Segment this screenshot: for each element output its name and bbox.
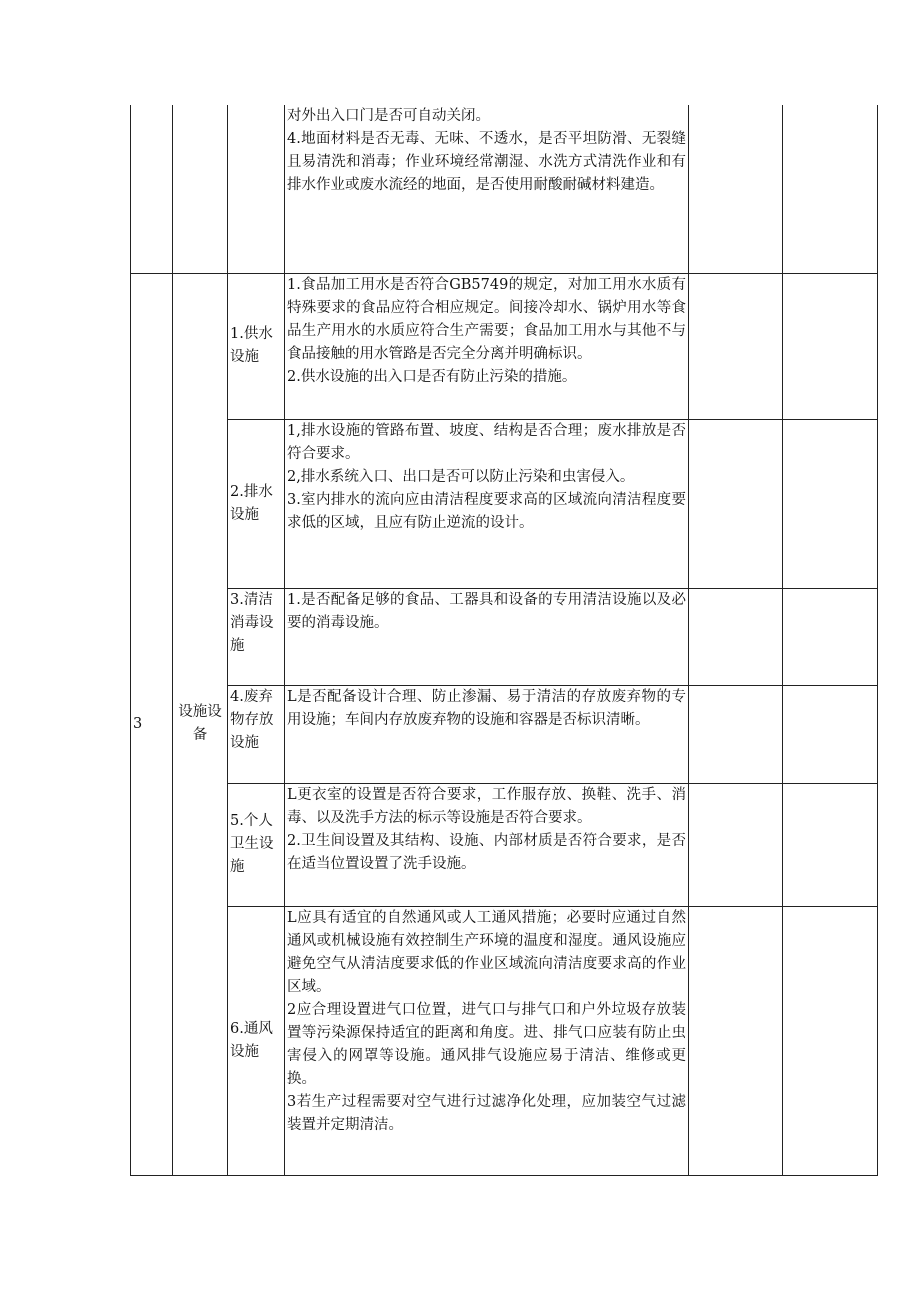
- result-cell: [689, 419, 783, 588]
- remark-cell: [783, 906, 878, 1175]
- requirement-cell: L应具有适宜的自然通风或人工通风措施；必要时应通过自然通风或机械设施有效控制生产环境的温度和湿度。通风设施应避免空气从清洁度要求低的作业区域流向清洁度要求高的作业区域。 2应合理设置进气口位置，进气口与排气口和户外垃圾存放装置等污染源保持适宜的距离和角度。进、排气口应装有防止虫害侵入的网罩等设施。通风排气设施应易于清洁、维修或更换。 3若生产过程需要对空气进行过滤净化处理，应加装空气过滤装置并定期清洁。: [285, 906, 689, 1175]
- requirement-cell: 1.食品加工用水是否符合GB5749的规定，对加工用水水质有特殊要求的食品应符合相应规定。间接冷却水、锅炉用水等食品生产用水的水质应符合生产需要；食品加工用水与其他不与食品接触的用水管路是否完全分离并明确标识。 2.供水设施的出入口是否有防止污染的措施。: [285, 273, 689, 419]
- result-cell: [689, 906, 783, 1175]
- item-cell-empty: [228, 105, 285, 273]
- inspection-table: [130, 105, 878, 1176]
- table-row-water-supply: [131, 273, 878, 419]
- remark-cell: [783, 273, 878, 419]
- requirement-cell: L更衣室的设置是否符合要求，工作服存放、换鞋、洗手、消毒、以及洗手方法的标示等设施是否符合要求。 2.卫生间设置及其结构、设施、内部材质是否符合要求，是否在适当位置设置了洗手设施。: [285, 783, 689, 906]
- section-number-cell: [131, 273, 173, 1175]
- item-cell: 5.个人卫生设施: [228, 783, 285, 906]
- remark-cell: [783, 105, 878, 273]
- item-cell: 1.供水设施: [228, 273, 285, 419]
- table-row-continuation: [131, 105, 878, 273]
- result-cell: [689, 588, 783, 685]
- category-cell-empty: [173, 105, 228, 273]
- remark-cell: [783, 783, 878, 906]
- item-cell: 4.废弃物存放设施: [228, 685, 285, 783]
- item-cell: 2.排水设施: [228, 419, 285, 588]
- remark-cell: [783, 685, 878, 783]
- remark-cell: [783, 588, 878, 685]
- table-row-waste: [131, 685, 878, 783]
- requirement-cell: 1,排水设施的管路布置、坡度、结构是否合理；废水排放是否符合要求。 2,排水系统入口、出口是否可以防止污染和虫害侵入。 3.室内排水的流向应由清洁程度要求高的区域流向清洁程度要求低的区域，且应有防止逆流的设计。: [285, 419, 689, 588]
- result-cell: [689, 273, 783, 419]
- requirement-cell: 1.是否配备足够的食品、工器具和设备的专用清洁设施以及必要的消毒设施。: [285, 588, 689, 685]
- category-label: 设施设备: [178, 704, 222, 743]
- result-cell: [689, 685, 783, 783]
- item-cell: 3.清洁消毒设施: [228, 588, 285, 685]
- table-row-hygiene: [131, 783, 878, 906]
- requirement-cell: L是否配备设计合理、防止渗漏、易于清洁的存放废弃物的专用设施；车间内存放废弃物的设施和容器是否标识清晰。: [285, 685, 689, 783]
- section-number-cell-empty: [131, 105, 173, 273]
- requirement-cell: 对外出入口门是否可自动关闭。 4.地面材料是否无毒、无味、不透水，是否平坦防滑、无裂缝且易清洗和消毒；作业环境经常潮湿、水洗方式清洗作业和有排水作业或废水流经的地面，是否使用耐酸耐碱材料建造。: [285, 105, 689, 273]
- table-row-ventilation: [131, 906, 878, 1175]
- remark-cell: [783, 419, 878, 588]
- section-number: 3: [133, 715, 143, 732]
- table-row-drainage: [131, 419, 878, 588]
- table-row-cleaning: [131, 588, 878, 685]
- item-cell: 6.通风设施: [228, 906, 285, 1175]
- result-cell: [689, 105, 783, 273]
- category-cell: [173, 273, 228, 1175]
- result-cell: [689, 783, 783, 906]
